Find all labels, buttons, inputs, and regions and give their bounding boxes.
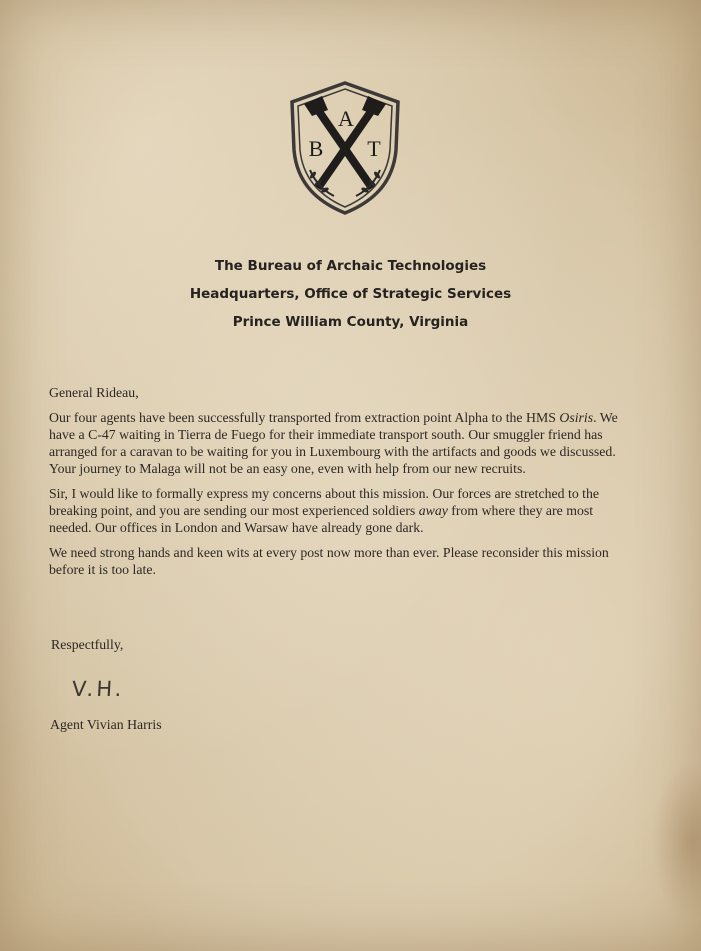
paper-stain <box>651 761 701 921</box>
letter-body <box>49 384 639 586</box>
office-location: Prince William County, Virginia <box>232 314 469 330</box>
emphasis-away: away <box>418 503 448 518</box>
paragraph-1-text-a: Our four agents have been successfully transported from extraction point Alpha to the HMS <box>49 410 560 425</box>
crest-letter-b: B <box>308 136 324 161</box>
closing: Respectfully, <box>51 637 124 652</box>
crest-letter-a: A <box>338 106 354 131</box>
paragraph-1 <box>49 409 639 477</box>
bat-crest-icon <box>288 80 402 216</box>
salutation: General Rideau, <box>49 385 139 400</box>
paragraph-1-text-b: . We have a C-47 waiting in Tierra de Fuego for their immediate transport south. Our smuggler friend has arranged for a caravan to be waiting for you in Luxembourg with the artifacts and goods we discussed. Your journey to Malaga will not be an easy one, even with help from our new recruits. <box>49 410 618 476</box>
paragraph-2-text-b: from where they are most needed. Our offices in London and Warsaw have already gone dark. <box>49 503 594 535</box>
paragraph-3: We need strong hands and keen wits at every post now more than ever. Please reconsider this mission before it is too late. <box>49 545 609 577</box>
office-name: Headquarters, Office of Strategic Services <box>189 286 512 302</box>
signer-name: Agent Vivian Harris <box>50 717 162 732</box>
paragraph-2-text-a: Sir, I would like to formally express my concerns about this mission. Our forces are stretched to the breaking point, and you are sending our most experienced soldiers <box>49 486 600 518</box>
crest-letter-t: T <box>367 136 381 161</box>
organization-name: The Bureau of Archaic Technologies <box>214 258 487 274</box>
signature: V.H. <box>71 677 126 701</box>
ship-name: Osiris <box>559 410 594 425</box>
paragraph-2 <box>49 485 639 536</box>
letterhead <box>0 252 701 336</box>
